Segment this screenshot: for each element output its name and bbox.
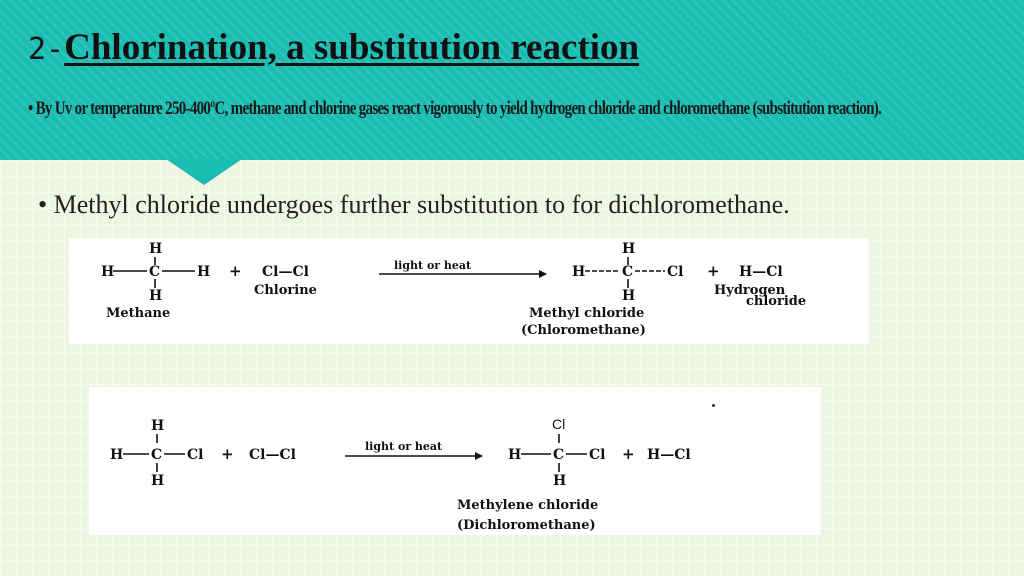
slide-header — [0, 0, 1024, 160]
product-h-bottom: H — [622, 288, 636, 304]
plus-sign-2: + — [707, 262, 720, 280]
hcl-formula: H—Cl — [739, 264, 783, 280]
r2-product-h-left: H — [508, 447, 522, 463]
r2-plus: + — [221, 445, 234, 463]
r2-cl2-formula: Cl—Cl — [249, 447, 296, 463]
title-text: Chlorination, a substitution reaction — [64, 27, 640, 68]
r2-arrow-head — [475, 452, 483, 460]
body-bullet-text: • Methyl chloride undergoes further substitution to for dichloromethane. — [38, 190, 790, 219]
hcl-label-line1: Hydrogen — [714, 283, 786, 298]
methane-c: C — [149, 264, 161, 280]
reaction1-panel — [69, 238, 869, 344]
r2-condition-label: light or heat — [365, 440, 443, 453]
methane-h-bottom: H — [149, 288, 163, 304]
r2-cl: Cl — [187, 447, 204, 463]
methane-h-top: H — [149, 241, 163, 257]
stray-dot — [712, 404, 715, 407]
reaction1-diagram — [69, 238, 869, 344]
product-c: C — [622, 264, 634, 280]
header-bullet-text: • By Uv or temperature 250-400ºC, methane and chlorine gases react vigorously to yield hydrogen chloride and chloromethane (substitution reaction). — [28, 98, 882, 119]
reaction2-diagram — [89, 387, 821, 535]
r2-h-top: H — [151, 418, 165, 434]
header-notch — [166, 159, 242, 185]
r2-product-cl: Cl — [589, 447, 606, 463]
arrow-head — [539, 270, 547, 278]
methane-label: Methane — [106, 306, 171, 321]
product-cl: Cl — [667, 264, 684, 280]
methane-h-right: H — [197, 264, 211, 280]
r2-product-label-line1: Methylene chloride — [457, 498, 599, 513]
product1-label-line2: (Chloromethane) — [521, 323, 646, 338]
r2-h-left: H — [110, 447, 124, 463]
chlorine-label: Chlorine — [254, 283, 317, 298]
product-h-top: H — [622, 241, 636, 257]
condition-label: light or heat — [394, 259, 472, 272]
product1-label-line1: Methyl chloride — [529, 306, 645, 321]
r2-plus-2: + — [622, 445, 635, 463]
r2-product-h-bottom: H — [553, 473, 567, 489]
chlorine-formula: Cl—Cl — [262, 264, 309, 280]
r2-product-label-line2: (Dichloromethane) — [457, 518, 596, 533]
hcl-label-line2: chloride — [746, 294, 807, 309]
reaction2-panel — [89, 387, 821, 535]
r2-hcl-formula: H—Cl — [647, 447, 691, 463]
r2-h-bottom: H — [151, 473, 165, 489]
r2-c: C — [151, 447, 163, 463]
title-number: 2- — [28, 32, 65, 67]
plus-sign: + — [229, 262, 242, 280]
methane-h-left: H — [101, 264, 115, 280]
r2-product-cl-top: Cl — [552, 416, 566, 432]
slide-title — [28, 26, 639, 74]
r2-product-c: C — [553, 447, 565, 463]
product-h-left: H — [572, 264, 586, 280]
